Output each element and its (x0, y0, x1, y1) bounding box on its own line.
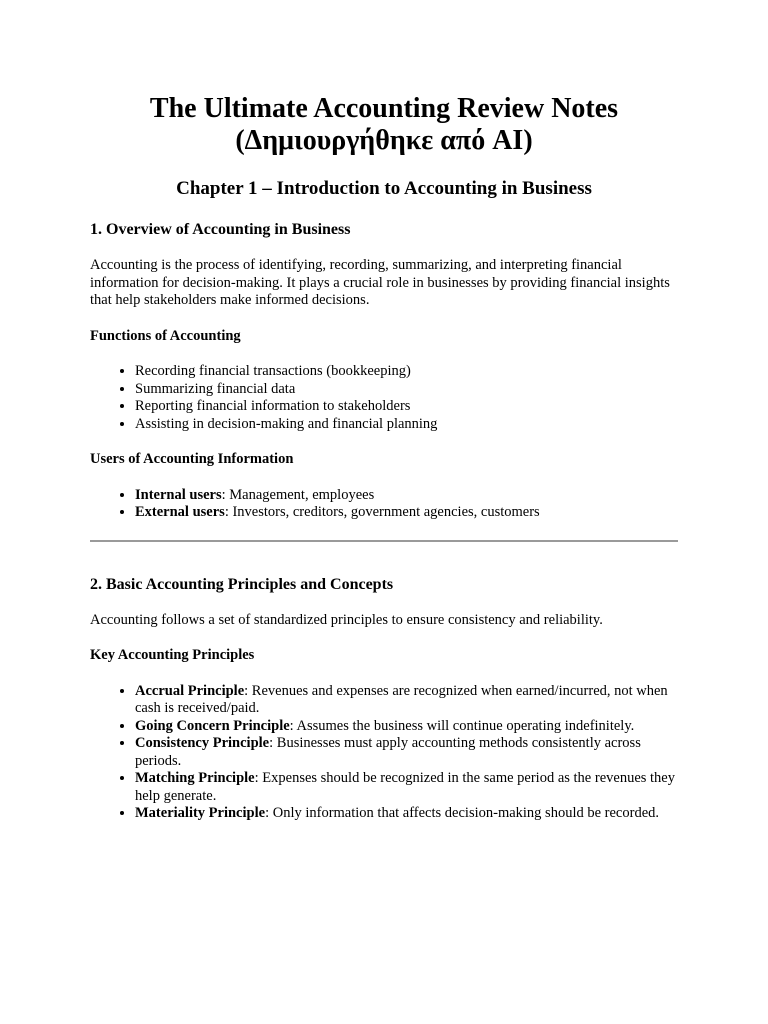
document-title-line-1: The Ultimate Accounting Review Notes (149, 93, 619, 124)
list-item-desc: : Only information that affects decision-making should be recorded. (265, 805, 660, 821)
list-item: • Summarizing financial data (135, 381, 678, 399)
list-item-term: Internal users (135, 486, 222, 503)
list-item-term: Matching Principle (135, 770, 255, 786)
list-item-term: Accrual Principle (135, 682, 245, 699)
principles-list (90, 683, 678, 823)
list-item: • Reporting financial information to stakeholders (135, 398, 678, 416)
list-item-term: Consistency Principle (135, 735, 270, 751)
list-item-term: Materiality Principle (135, 805, 266, 821)
list-item: • Recording financial transactions (bookkeeping) (135, 363, 678, 381)
section-divider (90, 540, 678, 542)
list-item (135, 735, 678, 770)
section-1-intro: Accounting is the process of identifying, recording, summarizing, and interpreting financial information for decision-making. It plays a crucial role in businesses by providing financial insights that help stakeholders make informed decisions. (90, 257, 670, 308)
list-item-desc: : Revenues and expenses are recognized when earned/incurred, not when cash is received/paid. (135, 682, 668, 716)
section-1-heading: 1. Overview of Accounting in Business (90, 221, 351, 238)
document-title-line-2: (Δημιουργήθηκε από AI) (235, 125, 533, 156)
document-title (90, 0, 678, 157)
section-2-heading: 2. Basic Accounting Principles and Concepts (90, 575, 394, 593)
list-item-desc: : Investors, creditors, government agencies, customers (224, 504, 540, 520)
list-item (135, 805, 678, 823)
list-item (135, 683, 678, 718)
list-item-term: External users (135, 504, 225, 520)
list-item-desc: : Expenses should be recognized in the same period as the revenues they help generate. (135, 770, 675, 804)
list-item (135, 718, 678, 736)
list-item-desc: : Assumes the business will continue operating indefinitely. (289, 717, 635, 734)
list-item: • Assisting in decision-making and financial planning (135, 416, 678, 434)
list-item (135, 770, 678, 805)
users-heading: Users of Accounting Information (90, 451, 294, 467)
chapter-title: Chapter 1 – Introduction to Accounting in Business (176, 178, 592, 199)
functions-list (90, 363, 678, 433)
users-list (90, 487, 678, 522)
list-item (135, 504, 678, 522)
list-item-term: Going Concern Principle (135, 717, 290, 734)
list-item (135, 487, 678, 505)
functions-heading: Functions of Accounting (90, 327, 241, 344)
section-2-intro: Accounting follows a set of standardized principles to ensure consistency and reliability. (90, 611, 603, 628)
principles-heading: Key Accounting Principles (90, 647, 255, 663)
list-item-desc: : Businesses must apply accounting methods consistently across periods. (135, 735, 641, 769)
list-item-desc: : Management, employees (221, 486, 375, 503)
